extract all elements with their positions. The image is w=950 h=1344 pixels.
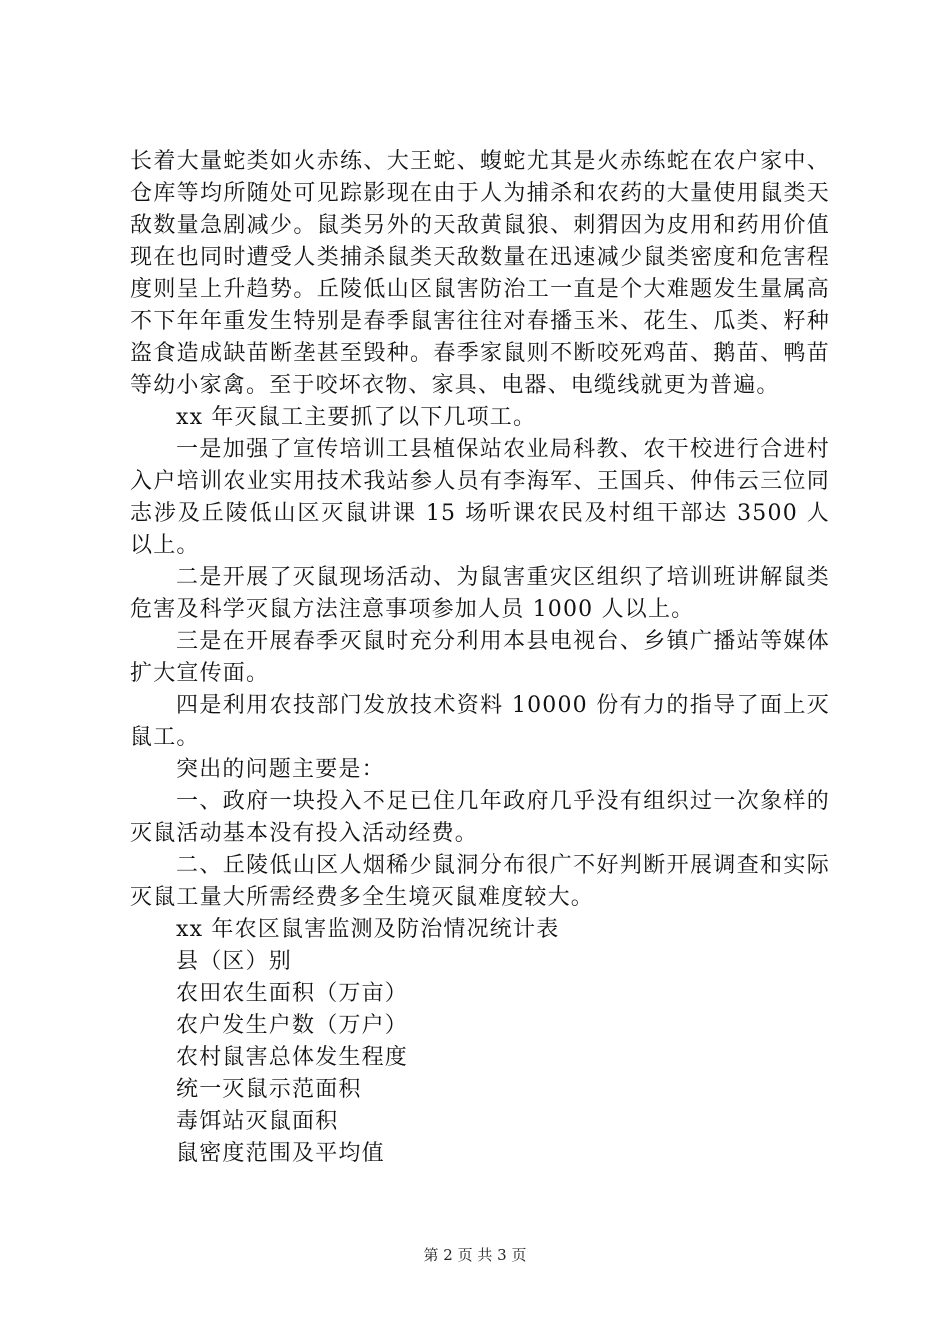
table-field-household-count: 农户发生户数（万户） bbox=[176, 1013, 409, 1038]
table-field-density-range: 鼠密度范围及平均值 bbox=[176, 1141, 385, 1166]
table-field-farmland-area: 农田农生面积（万亩） bbox=[176, 981, 409, 1006]
document-body bbox=[130, 146, 830, 1170]
table-field-county: 县（区）别 bbox=[176, 949, 293, 974]
paragraph-problem-one: 一、政府一块投入不足已住几年政府几乎没有组织过一次象样的灭鼠活动基本没有投入活动经费。 bbox=[130, 789, 830, 846]
paragraph-item-one: 一是加强了宣传培训工县植保站农业局科教、农干校进行合进村入户培训农业实用技术我站参人员有李海军、王国兵、仲伟云三位同志涉及丘陵低山区灭鼠讲课 15 场听课农民及村组干部达 3500 人以上。 bbox=[130, 437, 830, 558]
paragraph-problem-two: 二、丘陵低山区人烟稀少鼠洞分布很广不好判断开展调查和实际灭鼠工量大所需经费多全生境灭鼠难度较大。 bbox=[130, 853, 830, 910]
page-footer: 第 2 页 共 3 页 bbox=[423, 1246, 527, 1264]
table-title: xx 年农区鼠害监测及防治情况统计表 bbox=[176, 917, 560, 942]
paragraph-item-two: 二是开展了灭鼠现场活动、为鼠害重灾区组织了培训班讲解鼠类危害及科学灭鼠方法注意事项参加人员 1000 人以上。 bbox=[130, 565, 830, 622]
paragraph-work-summary: xx 年灭鼠工主要抓了以下几项工。 bbox=[176, 405, 537, 430]
table-field-demo-area: 统一灭鼠示范面积 bbox=[176, 1077, 362, 1102]
paragraph-item-three: 三是在开展春季灭鼠时充分利用本县电视台、乡镇广播站等媒体扩大宣传面。 bbox=[130, 629, 830, 686]
paragraph-item-four: 四是利用农技部门发放技术资料 10000 份有力的指导了面上灭鼠工。 bbox=[130, 693, 830, 750]
paragraph-problems-heading: 突出的问题主要是： bbox=[176, 757, 385, 782]
paragraph-rodent-enemies: 长着大量蛇类如火赤练、大王蛇、蝮蛇尤其是火赤练蛇在农户家中、仓库等均所随处可见踪影现在由于人为捕杀和农药的大量使用鼠类天敌数量急剧减少。鼠类另外的天敌黄鼠狼、刺猬因为皮用和药用价值现在也同时遭受人类捕杀鼠类天敌数量在迅速减少鼠类密度和危害程度则呈上升趋势。丘陵低山区鼠害防治工一直是个大难题发生量属高不下年年重发生特别是春季鼠害往往对春播玉米、花生、瓜类、籽种盗食造成缺苗断垄甚至毁种。春季家鼠则不断咬死鸡苗、鹅苗、鸭苗等幼小家禽。至于咬坏衣物、家具、电器、电缆线就更为普遍。 bbox=[130, 149, 830, 398]
table-field-severity: 农村鼠害总体发生程度 bbox=[176, 1045, 409, 1070]
table-field-bait-station-area: 毒饵站灭鼠面积 bbox=[176, 1109, 339, 1134]
